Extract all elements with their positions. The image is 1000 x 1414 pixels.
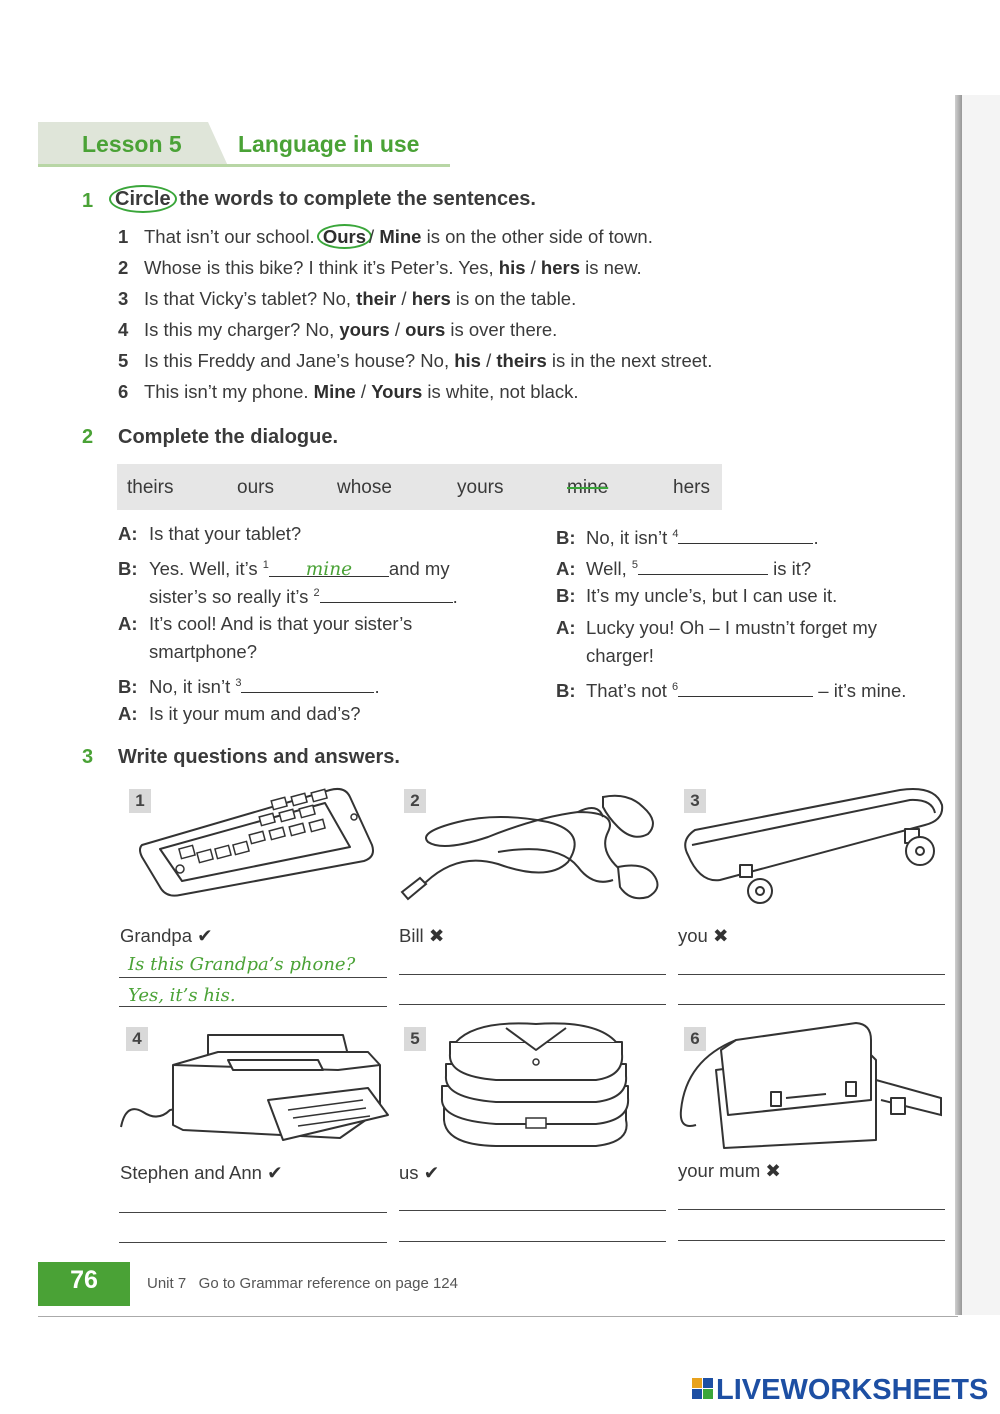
gap-5-input[interactable] — [638, 554, 768, 575]
dialogue-line — [556, 614, 877, 642]
sentence-3 — [118, 288, 576, 310]
item-3-caption — [678, 925, 728, 947]
line-text: No, it isn’t — [149, 676, 236, 698]
sentence-number: 3 — [118, 288, 129, 309]
option[interactable]: yours — [339, 319, 390, 340]
lesson-number: Lesson 5 — [82, 131, 182, 157]
sentence-text: is over there. — [445, 319, 558, 340]
sentence-text: Whose is this bike? I think it’s Peter’s. Yes, — [144, 257, 499, 278]
liveworksheets-logo-icon — [692, 1378, 714, 1400]
lesson-title: Language in use — [238, 131, 420, 157]
answer-line[interactable] — [399, 1004, 666, 1005]
gap-4-input[interactable] — [678, 523, 813, 544]
sentence-text: Is that Vicky’s tablet? No, — [144, 288, 357, 309]
exercise-1-title — [112, 188, 536, 211]
option-circled[interactable]: Ours — [317, 224, 372, 249]
gap-number: 5 — [631, 559, 639, 571]
line-text: . — [813, 527, 819, 549]
gap-1-answer[interactable]: mine — [269, 556, 389, 577]
exercise-2-title: Complete the dialogue. — [118, 426, 339, 448]
line-text: It’s my uncle’s, but I can use it. — [586, 585, 838, 606]
dialogue-line — [118, 669, 380, 701]
speaker: A: — [556, 617, 576, 638]
word-mine-crossed: mine — [567, 477, 609, 498]
line-text: Is it your mum and dad’s? — [149, 703, 361, 724]
check-icon: ✔ — [267, 1162, 283, 1183]
item-1-answer[interactable]: Yes, it’s his. — [128, 985, 236, 1006]
line-text: . — [374, 676, 380, 698]
line-text: Lucky you! Oh – I mustn’t forget my — [586, 617, 877, 638]
word-hers: hers — [673, 477, 710, 498]
tablet-illustration — [140, 785, 380, 905]
caption-text: your mum — [678, 1160, 761, 1181]
dialogue-line — [118, 610, 412, 638]
sentence-text: Is this Freddy and Jane’s house? No, — [144, 350, 455, 371]
speaker: B: — [118, 558, 138, 580]
dialogue-line — [118, 700, 361, 728]
option[interactable]: Mine — [313, 381, 356, 402]
check-icon: ✔ — [423, 1162, 440, 1183]
sentence-number: 1 — [118, 226, 129, 247]
option[interactable]: his — [454, 350, 481, 371]
sentence-1 — [118, 226, 653, 248]
sentence-text: is on the other side of town. — [421, 226, 653, 247]
dialogue-line — [556, 582, 837, 610]
option[interactable]: his — [498, 257, 526, 278]
item-number-badge: 6 — [684, 1027, 706, 1051]
sentence-6 — [118, 381, 579, 403]
sentence-text: That isn’t our school. — [144, 226, 320, 247]
item-number-badge: 1 — [129, 789, 151, 813]
option-separator: / — [525, 257, 541, 278]
answer-line[interactable] — [678, 974, 945, 975]
option-separator: / — [396, 288, 412, 309]
caption-text: us — [399, 1162, 419, 1183]
cross-icon: ✖ — [428, 925, 445, 946]
footer-rule — [38, 1316, 958, 1317]
brand-name: LIVEWORKSHEETS — [716, 1374, 989, 1406]
answer-line[interactable] — [119, 1006, 387, 1007]
footer-text: Unit 7 Go to Grammar reference on page 124 — [147, 1275, 458, 1292]
caption-text: you — [678, 925, 708, 946]
item-5-caption — [399, 1162, 439, 1184]
sentence-text: Is this my charger? No, — [144, 319, 340, 340]
item-4-caption — [120, 1162, 283, 1184]
speaker: B: — [556, 680, 576, 702]
exercise-3-title: Write questions and answers. — [118, 746, 400, 768]
dialogue-line — [556, 673, 906, 705]
sentence-number: 5 — [118, 350, 129, 371]
skateboard-illustration — [680, 785, 945, 905]
word-ours: ours — [237, 477, 274, 498]
exercise-2-number: 2 — [82, 426, 94, 448]
item-number-badge: 2 — [404, 789, 426, 813]
speaker: A: — [556, 558, 576, 580]
answer-line[interactable] — [399, 1210, 666, 1211]
caption-text: Grandpa — [120, 925, 192, 946]
line-text: is it? — [768, 558, 812, 580]
line-text: . — [452, 586, 458, 608]
line-text: – it’s mine. — [813, 680, 907, 702]
circle-word: Circle — [109, 185, 177, 213]
item-2-caption — [399, 925, 444, 947]
speaker: B: — [556, 585, 576, 606]
caption-text: Stephen and Ann — [120, 1162, 262, 1183]
option[interactable]: ours — [405, 319, 446, 340]
dialogue-line — [556, 551, 811, 583]
option[interactable]: hers — [540, 257, 580, 278]
gap-number: 3 — [235, 677, 242, 689]
line-text: and my — [388, 558, 450, 580]
gap-number: 2 — [313, 587, 320, 599]
item-1-caption — [120, 925, 213, 947]
option-separator: / — [389, 319, 406, 340]
line-text: It’s cool! And is that your sister’s — [149, 613, 413, 634]
clothes-pile-illustration — [436, 1020, 636, 1150]
sentence-text: is on the table. — [450, 288, 577, 309]
cross-icon: ✖ — [712, 925, 729, 946]
option[interactable]: hers — [411, 288, 451, 309]
dialogue-line — [118, 520, 301, 548]
sentence-text: is in the next street. — [546, 350, 713, 371]
printer-illustration — [118, 1030, 388, 1150]
gap-number: 1 — [262, 559, 269, 571]
gap-2-input[interactable] — [320, 582, 453, 603]
answer-line[interactable] — [119, 1242, 387, 1243]
dialogue-line: smartphone? — [149, 641, 257, 662]
check-icon: ✔ — [197, 925, 213, 946]
answer-line[interactable] — [678, 1240, 945, 1241]
speaker: A: — [118, 703, 138, 724]
bag-illustration — [676, 1020, 948, 1150]
answer-line[interactable] — [399, 1241, 666, 1242]
word-whose: whose — [337, 477, 392, 498]
page-number: 76 — [70, 1266, 98, 1294]
dialogue-line — [149, 579, 458, 611]
speaker: A: — [118, 613, 138, 634]
line-text: sister’s so really it’s — [149, 586, 314, 608]
item-number-badge: 4 — [126, 1027, 148, 1051]
exercise-1-title-rest: the words to complete the sentences. — [173, 188, 536, 210]
item-6-caption — [678, 1160, 781, 1182]
sentence-number: 4 — [118, 319, 129, 340]
option[interactable]: theirs — [496, 350, 547, 371]
sentence-text: is white, not black. — [422, 381, 579, 402]
line-text: Is that your tablet? — [149, 523, 302, 544]
answer-line[interactable] — [399, 974, 666, 975]
option-separator: / — [480, 350, 497, 371]
dialogue-line: charger! — [586, 645, 654, 666]
sentence-number: 2 — [118, 257, 129, 278]
caption-text: Bill — [399, 925, 424, 946]
option[interactable]: Yours — [371, 381, 423, 402]
gap-6-input[interactable] — [678, 676, 813, 697]
sentence-number: 6 — [118, 381, 129, 402]
word-box — [117, 464, 722, 510]
sentence-text: This isn’t my phone. — [144, 381, 314, 402]
line-text: That’s not — [586, 680, 673, 702]
sentence-2 — [118, 257, 642, 279]
line-text: Yes. Well, it’s — [149, 558, 263, 580]
word-yours: yours — [457, 477, 504, 498]
item-number-badge: 5 — [404, 1027, 426, 1051]
sentence-5 — [118, 350, 712, 372]
option-separator: / — [355, 381, 372, 402]
page-margin — [962, 95, 1000, 1315]
dialogue-line — [556, 520, 819, 552]
gap-number: 4 — [672, 528, 679, 540]
answer-line[interactable] — [678, 1209, 945, 1210]
sentence-4 — [118, 319, 557, 341]
speaker: B: — [118, 676, 138, 698]
gap-3-input[interactable] — [241, 672, 374, 693]
item-number-badge: 3 — [684, 789, 706, 813]
line-text: Well, — [586, 558, 632, 580]
option-separator: / — [369, 226, 380, 247]
answer-line[interactable] — [678, 1004, 945, 1005]
exercise-1-number: 1 — [82, 190, 94, 212]
earphones-illustration — [398, 792, 663, 907]
word-theirs: theirs — [127, 477, 174, 498]
answer-line[interactable] — [119, 977, 387, 978]
cross-icon: ✖ — [765, 1160, 781, 1181]
gap-number: 6 — [672, 681, 679, 693]
item-1-question[interactable]: Is this Grandpa’s phone? — [128, 954, 356, 975]
answer-line[interactable] — [119, 1212, 387, 1213]
option[interactable]: Mine — [379, 226, 422, 247]
option[interactable]: their — [356, 288, 397, 309]
line-text: No, it isn’t — [586, 527, 673, 549]
sentence-text: is new. — [580, 257, 642, 278]
speaker: A: — [118, 523, 138, 544]
speaker: B: — [556, 527, 576, 549]
exercise-3-number: 3 — [82, 746, 94, 768]
